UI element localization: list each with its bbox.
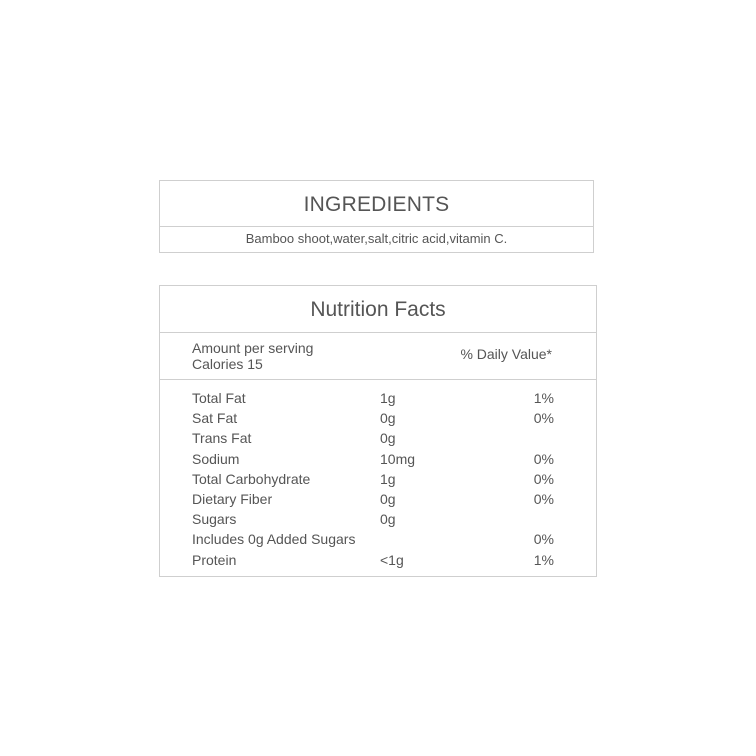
- nutrient-name: Total Fat: [192, 390, 246, 406]
- nutrient-name: Trans Fat: [192, 430, 252, 447]
- nutrient-row-total-carbohydrate: [192, 469, 554, 489]
- nutrient-name: Includes 0g Added Sugars: [192, 531, 356, 548]
- nutrient-amount: 0g: [380, 430, 396, 447]
- calories-value: Calories 15: [192, 356, 263, 372]
- nutrient-row-protein: [192, 550, 554, 570]
- nutrient-name: Sugars: [192, 511, 237, 528]
- nutrient-row-sugars: [192, 509, 554, 529]
- nutrient-daily-value: 0%: [533, 490, 554, 507]
- nutrient-row-total-fat: [192, 388, 554, 408]
- nutrient-daily-value: 0%: [533, 470, 554, 487]
- nutrient-amount: 1g: [380, 390, 396, 406]
- nutrient-amount: 0g: [380, 490, 396, 507]
- nutrient-name: Total Carbohydrate: [192, 470, 311, 487]
- nutrient-amount: 0g: [380, 511, 396, 528]
- nutrient-row-dietary-fiber: [192, 489, 554, 509]
- nutrient-daily-value: 0%: [533, 531, 554, 548]
- amount-per-serving-label: Amount per serving: [192, 340, 314, 356]
- nutrient-row-trans-fat: [192, 428, 554, 448]
- ingredients-list: Bamboo shoot,water,salt,citric acid,vitamin C.: [245, 231, 508, 246]
- nutrient-name: Sodium: [192, 450, 240, 467]
- nutrient-daily-value: 1%: [533, 551, 554, 568]
- nutrition-facts-title: Nutrition Facts: [160, 286, 596, 333]
- nutrient-row-sodium: [192, 449, 554, 469]
- nutrient-row-sat-fat: [192, 408, 554, 428]
- nutrient-amount: 1g: [380, 470, 396, 487]
- nutrient-name: Protein: [192, 551, 237, 568]
- nutrient-row-added-sugars: [192, 529, 554, 549]
- nutrient-table: [192, 388, 554, 570]
- nutrient-daily-value: 0%: [533, 410, 554, 427]
- nutrition-facts-panel: [159, 285, 597, 577]
- ingredients-title: INGREDIENTS: [160, 181, 593, 227]
- nutrient-name: Sat Fat: [192, 410, 238, 427]
- serving-info: [192, 340, 313, 372]
- nutrient-amount: 0g: [380, 410, 396, 427]
- nutrient-daily-value: 0%: [533, 450, 554, 467]
- nutrient-amount: <1g: [380, 551, 404, 568]
- nutrient-daily-value: 1%: [533, 390, 554, 406]
- serving-section: [160, 333, 596, 380]
- nutrient-name: Dietary Fiber: [192, 490, 273, 507]
- daily-value-header: % Daily Value*: [460, 346, 552, 362]
- nutrient-amount: 10mg: [380, 450, 416, 467]
- ingredients-panel: [159, 180, 594, 253]
